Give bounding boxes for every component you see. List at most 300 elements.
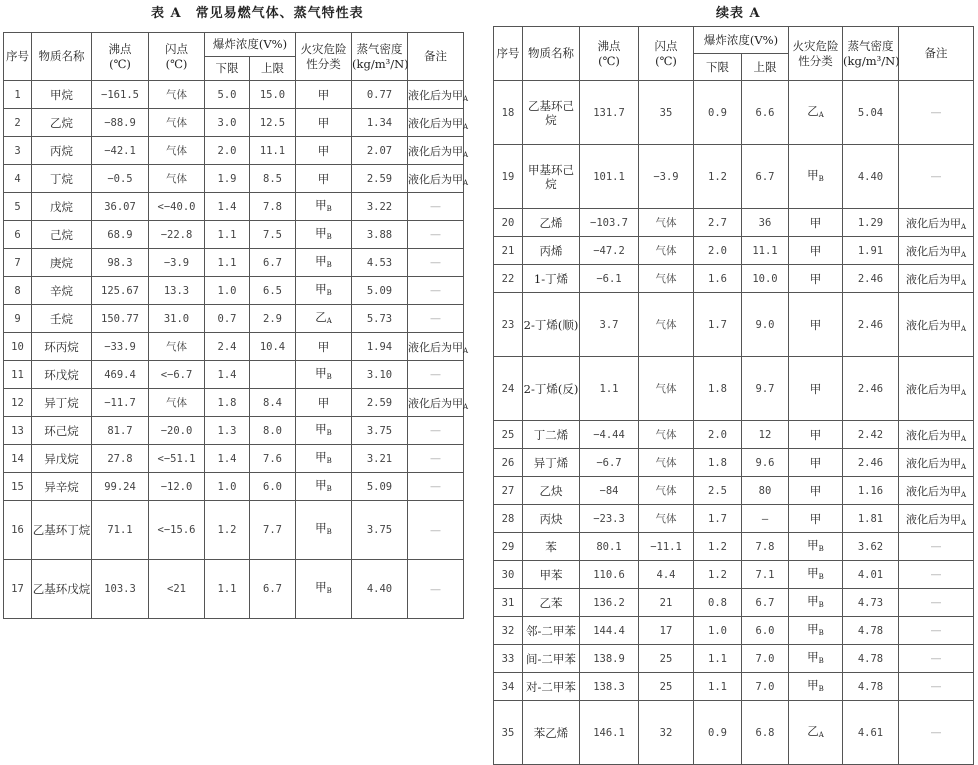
cell-hazard — [789, 237, 843, 265]
table-row — [494, 505, 974, 533]
cell-upper-text: 80 — [758, 484, 772, 497]
cell-name-text: 2-丁烯(反) — [523, 381, 579, 396]
cell-hazard-text: 乙 — [807, 723, 819, 738]
cell-note — [899, 449, 974, 477]
cell-density — [352, 165, 408, 193]
cell-boil-text: 110.6 — [593, 568, 625, 581]
cell-hazard-text: 甲 — [807, 565, 819, 580]
cell-hazard — [296, 165, 352, 193]
cell-upper — [742, 237, 789, 265]
cell-upper-text: 8.0 — [263, 424, 282, 437]
cell-boil-text: 125.67 — [101, 284, 139, 297]
cell-name-text: 壬烷 — [50, 311, 73, 326]
cell-hazard — [789, 589, 843, 617]
cell-seq — [4, 221, 32, 249]
cell-name-text: 丙烷 — [50, 143, 73, 158]
cell-flash — [149, 193, 205, 221]
header-density-label: 蒸气密度 — [356, 41, 403, 56]
cell-boil-text: 3.7 — [599, 318, 619, 331]
table-row — [494, 421, 974, 449]
cell-hazard-text: 甲 — [809, 317, 822, 332]
cell-upper-text: 7.8 — [755, 540, 775, 553]
header-lower: 下限 — [205, 57, 250, 81]
cell-note — [408, 81, 469, 109]
cell-lower-text: 2.4 — [217, 340, 237, 353]
cell-boil-text: 138.9 — [593, 652, 625, 665]
cell-upper — [742, 701, 789, 765]
cell-boil — [580, 293, 639, 357]
cell-flash — [639, 265, 694, 293]
cell-name-text: 异丁烯 — [533, 455, 569, 470]
hazard-subscript: B — [326, 232, 332, 241]
header-boil — [92, 33, 149, 81]
cell-note-text: — — [430, 424, 441, 437]
cell-upper — [250, 445, 296, 473]
cell-name — [523, 533, 580, 561]
cell-boil-text: −0.5 — [107, 172, 133, 185]
cell-lower — [694, 617, 742, 645]
cell-lower-text: 0.9 — [708, 726, 727, 739]
note-subscript: A — [960, 490, 967, 499]
header-flash — [639, 27, 694, 81]
cell-lower-text: 1.6 — [708, 272, 727, 285]
cell-flash-text: 25 — [659, 652, 673, 665]
cell-name — [32, 165, 92, 193]
cell-name-text: 1-丁烯 — [533, 271, 569, 286]
note-subscript: A — [960, 222, 967, 231]
header-name: 物质名称 — [523, 27, 580, 81]
header-boil — [580, 27, 639, 81]
cell-boil-text: 68.9 — [107, 228, 133, 241]
cell-density — [352, 333, 408, 361]
cell-lower — [205, 361, 250, 389]
cell-boil — [92, 389, 149, 417]
cell-note — [408, 417, 464, 445]
cell-density — [843, 477, 899, 505]
cell-lower-text: 1.0 — [217, 480, 237, 493]
cell-upper — [250, 81, 296, 109]
cell-flash-text: 25 — [659, 680, 673, 693]
table-row — [494, 237, 974, 265]
cell-boil-text: 469.4 — [104, 368, 136, 381]
cell-flash — [149, 501, 205, 560]
cell-density-text: 2.07 — [366, 144, 393, 157]
cell-name-text: 丙炔 — [539, 511, 563, 526]
note-subscript: A — [960, 250, 967, 259]
cell-lower-text: 2.0 — [217, 144, 237, 157]
cell-seq — [4, 389, 32, 417]
cell-note-text: — — [430, 284, 441, 297]
cell-boil — [580, 701, 639, 765]
header-boil-label: 沸点 — [108, 41, 132, 56]
cell-density-text: 2.46 — [857, 272, 884, 285]
table-row — [494, 265, 974, 293]
table-row — [4, 501, 464, 560]
cell-hazard-text: 甲 — [315, 365, 327, 380]
cell-seq — [4, 305, 32, 333]
cell-upper-text: 9.0 — [755, 318, 775, 331]
cell-flash — [149, 361, 205, 389]
cell-name-text: 甲苯 — [539, 567, 563, 582]
cell-density-text: 1.94 — [366, 340, 393, 353]
table-row — [494, 673, 974, 701]
cell-flash-text: 气体 — [655, 429, 677, 441]
cell-density — [843, 701, 899, 765]
cell-upper-text: — — [761, 512, 769, 525]
table-row — [4, 221, 464, 249]
hazard-subscript: B — [818, 684, 824, 693]
cell-name — [523, 145, 580, 209]
table-row — [494, 477, 974, 505]
cell-seq — [4, 417, 32, 445]
header-boil-label: 沸点 — [597, 38, 621, 53]
cell-boil-text: 136.2 — [593, 596, 625, 609]
cell-lower — [205, 193, 250, 221]
cell-seq — [494, 81, 523, 145]
cell-seq-text: 6 — [14, 228, 21, 241]
header-explosion: 爆炸浓度(V%) — [205, 33, 296, 57]
cell-name-text: 乙烯 — [539, 215, 563, 230]
cell-note — [899, 357, 974, 421]
cell-hazard-text: 甲 — [315, 449, 327, 464]
cell-note — [408, 277, 464, 305]
right-table-header — [494, 27, 974, 81]
cell-seq-text: 29 — [501, 540, 515, 553]
cell-upper — [742, 81, 789, 145]
cell-name — [32, 193, 92, 221]
cell-density — [843, 533, 899, 561]
cell-note — [899, 145, 974, 209]
cell-note-text: 液化后为甲 — [408, 116, 463, 130]
cell-flash-text: 气体 — [655, 217, 677, 229]
cell-lower — [205, 389, 250, 417]
cell-note — [899, 293, 974, 357]
header-hazard: 火灾危险性分类 — [296, 33, 352, 81]
table-row — [4, 277, 464, 305]
cell-hazard-text: 甲 — [809, 271, 822, 286]
left-table-header — [4, 33, 464, 81]
header-density — [843, 27, 899, 81]
cell-upper — [250, 193, 296, 221]
cell-name-text: 苯 — [545, 539, 557, 554]
cell-lower-text: 1.1 — [217, 256, 237, 269]
cell-seq — [4, 109, 32, 137]
cell-lower — [694, 237, 742, 265]
cell-name — [32, 417, 92, 445]
cell-lower — [205, 560, 250, 619]
cell-name — [32, 277, 92, 305]
cell-upper-text: 7.7 — [263, 524, 282, 536]
left-table-title: 表 A 常见易燃气体、蒸气特性表 — [151, 6, 364, 21]
cell-density-text: 4.78 — [857, 680, 884, 693]
cell-hazard — [789, 561, 843, 589]
table-row — [494, 589, 974, 617]
header-upper: 上限 — [250, 57, 296, 81]
cell-lower-text: 2.0 — [708, 428, 727, 441]
table-row — [4, 333, 464, 361]
cell-flash-text: 4.4 — [656, 568, 676, 581]
cell-hazard — [789, 645, 843, 673]
cell-lower — [694, 505, 742, 533]
header-note: 备注 — [899, 27, 974, 81]
cell-flash — [639, 237, 694, 265]
cell-density — [352, 109, 408, 137]
cell-upper-text: 6.8 — [755, 726, 775, 739]
cell-density-text: 1.16 — [857, 484, 884, 497]
cell-flash — [639, 209, 694, 237]
cell-note-text: 液化后为甲 — [408, 340, 463, 354]
cell-name — [523, 617, 580, 645]
cell-lower — [694, 81, 742, 145]
cell-hazard-text: 甲 — [315, 281, 327, 296]
cell-lower — [205, 333, 250, 361]
cell-density-text: 4.53 — [366, 256, 393, 269]
cell-boil-text: −6.1 — [596, 272, 622, 285]
cell-flash — [149, 560, 205, 619]
cell-upper — [742, 645, 789, 673]
cell-flash — [639, 561, 694, 589]
cell-note-text: — — [930, 680, 942, 693]
cell-name-text: 乙基环丁烷 — [32, 523, 91, 537]
cell-flash-text: −22.8 — [160, 228, 193, 241]
cell-note-text: 液化后为甲 — [408, 144, 463, 158]
cell-upper — [250, 501, 296, 560]
cell-hazard-text: 甲 — [809, 455, 822, 470]
cell-lower — [694, 645, 742, 673]
hazard-subscript: A — [326, 316, 332, 325]
cell-flash — [639, 673, 694, 701]
cell-note-text: — — [930, 568, 942, 581]
note-subscript: A — [960, 462, 967, 471]
cell-name — [32, 501, 92, 560]
cell-hazard — [296, 221, 352, 249]
note-subscript: A — [960, 324, 967, 333]
cell-upper-text: 10.4 — [259, 340, 286, 353]
cell-lower — [694, 209, 742, 237]
cell-note — [408, 333, 469, 361]
table-row — [494, 561, 974, 589]
table-row — [494, 645, 974, 673]
cell-lower-text: 1.8 — [708, 382, 727, 395]
cell-density — [843, 673, 899, 701]
cell-note — [408, 165, 469, 193]
cell-note-text: — — [430, 523, 441, 537]
cell-lower-text: 1.2 — [708, 170, 727, 183]
cell-seq — [494, 209, 523, 237]
cell-note-text: — — [430, 256, 441, 269]
cell-boil — [580, 645, 639, 673]
cell-name — [32, 109, 92, 137]
cell-density — [352, 560, 408, 619]
cell-density-text: 4.40 — [857, 170, 884, 183]
cell-boil-text: 99.24 — [104, 480, 136, 493]
cell-note-text: — — [930, 596, 942, 609]
cell-boil — [580, 673, 639, 701]
cell-hazard — [789, 357, 843, 421]
table-row — [4, 473, 464, 501]
cell-flash-text: −12.0 — [160, 480, 193, 493]
cell-flash — [639, 617, 694, 645]
cell-note-text: — — [430, 368, 441, 381]
cell-seq-text: 19 — [501, 170, 515, 183]
cell-name — [523, 701, 580, 765]
hazard-subscript: B — [326, 260, 332, 269]
cell-note-text: 液化后为甲 — [905, 484, 961, 498]
cell-seq-text: 9 — [14, 312, 21, 325]
cell-upper-text: 9.7 — [755, 382, 775, 395]
header-flash-label: 闪点 — [165, 41, 188, 56]
cell-seq-text: 22 — [501, 272, 515, 285]
cell-seq-text: 21 — [501, 244, 515, 257]
cell-flash-text: −3.9 — [163, 256, 190, 269]
cell-seq-text: 13 — [11, 424, 24, 437]
cell-lower-text: 1.2 — [708, 568, 727, 581]
cell-name-text: 环戊烷 — [44, 367, 79, 382]
hazard-subscript: B — [326, 456, 332, 465]
cell-flash-text: 气体 — [655, 245, 677, 257]
cell-flash — [639, 145, 694, 209]
cell-flash-text: 17 — [659, 624, 673, 637]
cell-seq — [494, 589, 523, 617]
cell-hazard — [296, 81, 352, 109]
cell-lower-text: 1.7 — [708, 512, 727, 525]
cell-name-text: 乙苯 — [539, 595, 563, 610]
cell-flash-text: −3.9 — [653, 170, 679, 183]
cell-density — [843, 421, 899, 449]
cell-lower-text: 1.0 — [708, 624, 727, 637]
cell-seq-text: 11 — [11, 368, 24, 381]
note-subscript: A — [463, 402, 469, 411]
cell-boil-text: 71.1 — [107, 524, 133, 536]
cell-upper — [742, 357, 789, 421]
cell-hazard-text: 甲 — [809, 381, 822, 396]
cell-upper — [742, 293, 789, 357]
cell-boil — [580, 505, 639, 533]
cell-upper — [250, 560, 296, 619]
cell-upper-text: 9.6 — [755, 456, 775, 469]
cell-density-text: 4.78 — [857, 624, 884, 637]
cell-lower-text: 1.8 — [708, 456, 727, 469]
cell-density — [843, 589, 899, 617]
cell-lower — [205, 277, 250, 305]
note-subscript: A — [463, 178, 469, 187]
header-lower: 下限 — [694, 54, 742, 81]
cell-lower — [694, 589, 742, 617]
cell-seq-text: 34 — [501, 680, 515, 693]
note-subscript: A — [463, 122, 469, 131]
cell-hazard — [296, 305, 352, 333]
cell-density-text: 2.59 — [366, 172, 393, 185]
cell-seq — [494, 477, 523, 505]
cell-boil-text: −11.7 — [104, 396, 136, 409]
cell-hazard-text: 甲 — [317, 339, 330, 354]
cell-density — [352, 277, 408, 305]
hazard-subscript: B — [326, 204, 332, 213]
cell-lower-text: 1.1 — [217, 228, 237, 241]
cell-lower-text: 2.5 — [708, 484, 727, 497]
cell-lower-text: 0.9 — [708, 106, 727, 119]
cell-boil — [92, 445, 149, 473]
cell-hazard — [789, 265, 843, 293]
cell-boil-text: −103.7 — [590, 216, 628, 229]
cell-name-text: 乙基环己烷 — [528, 98, 574, 127]
cell-note — [408, 137, 469, 165]
hazard-subscript: B — [326, 372, 332, 381]
cell-boil — [92, 333, 149, 361]
cell-flash — [639, 645, 694, 673]
cell-seq — [4, 333, 32, 361]
cell-boil-text: −23.3 — [593, 512, 625, 525]
cell-name-text: 丁烷 — [50, 171, 73, 186]
cell-lower — [205, 81, 250, 109]
cell-boil — [92, 165, 149, 193]
cell-density — [843, 449, 899, 477]
cell-lower-text: 1.4 — [217, 452, 237, 465]
cell-boil — [580, 561, 639, 589]
cell-lower — [694, 477, 742, 505]
cell-upper-text: 7.5 — [263, 228, 282, 241]
cell-note-text: 液化后为甲 — [905, 216, 961, 230]
cell-note — [408, 249, 464, 277]
cell-density-text: 4.01 — [857, 568, 884, 581]
cell-flash — [149, 109, 205, 137]
cell-seq-text: 33 — [501, 652, 515, 665]
cell-note — [899, 237, 974, 265]
cell-upper — [250, 305, 296, 333]
header-flash — [149, 33, 205, 81]
cell-flash-text: 31.0 — [163, 312, 190, 325]
cell-hazard — [296, 249, 352, 277]
header-density-unit: (kg/m³/N) — [352, 56, 409, 71]
cell-flash-text: 气体 — [166, 341, 187, 353]
cell-upper — [250, 165, 296, 193]
cell-note — [899, 673, 974, 701]
cell-upper-text: 36 — [758, 216, 772, 229]
cell-note-text: — — [930, 106, 942, 119]
cell-seq — [4, 81, 32, 109]
cell-name — [523, 449, 580, 477]
cell-note — [899, 505, 974, 533]
cell-flash — [639, 477, 694, 505]
cell-hazard — [789, 701, 843, 765]
cell-lower-text: 1.8 — [217, 396, 237, 409]
cell-lower — [694, 701, 742, 765]
header-flash-unit: (℃) — [165, 56, 188, 71]
cell-density-text: 5.09 — [366, 284, 393, 297]
cell-flash-text: 气体 — [655, 485, 677, 497]
cell-flash-text: 气体 — [655, 383, 677, 395]
cell-density — [352, 137, 408, 165]
cell-density-text: 3.21 — [366, 452, 393, 465]
cell-flash — [639, 589, 694, 617]
cell-lower-text: 1.1 — [708, 680, 727, 693]
cell-note — [899, 421, 974, 449]
cell-flash — [149, 277, 205, 305]
note-subscript: A — [463, 150, 469, 159]
cell-note — [408, 305, 464, 333]
cell-note — [408, 221, 464, 249]
right-table-title: 续表 A — [716, 6, 761, 21]
cell-boil — [580, 589, 639, 617]
cell-boil — [580, 145, 639, 209]
cell-name — [32, 333, 92, 361]
cell-upper-text: 2.9 — [263, 312, 282, 325]
cell-lower — [205, 305, 250, 333]
header-name: 物质名称 — [32, 33, 92, 81]
cell-name — [32, 389, 92, 417]
cell-hazard-text: 乙 — [807, 103, 819, 118]
cell-density — [843, 617, 899, 645]
